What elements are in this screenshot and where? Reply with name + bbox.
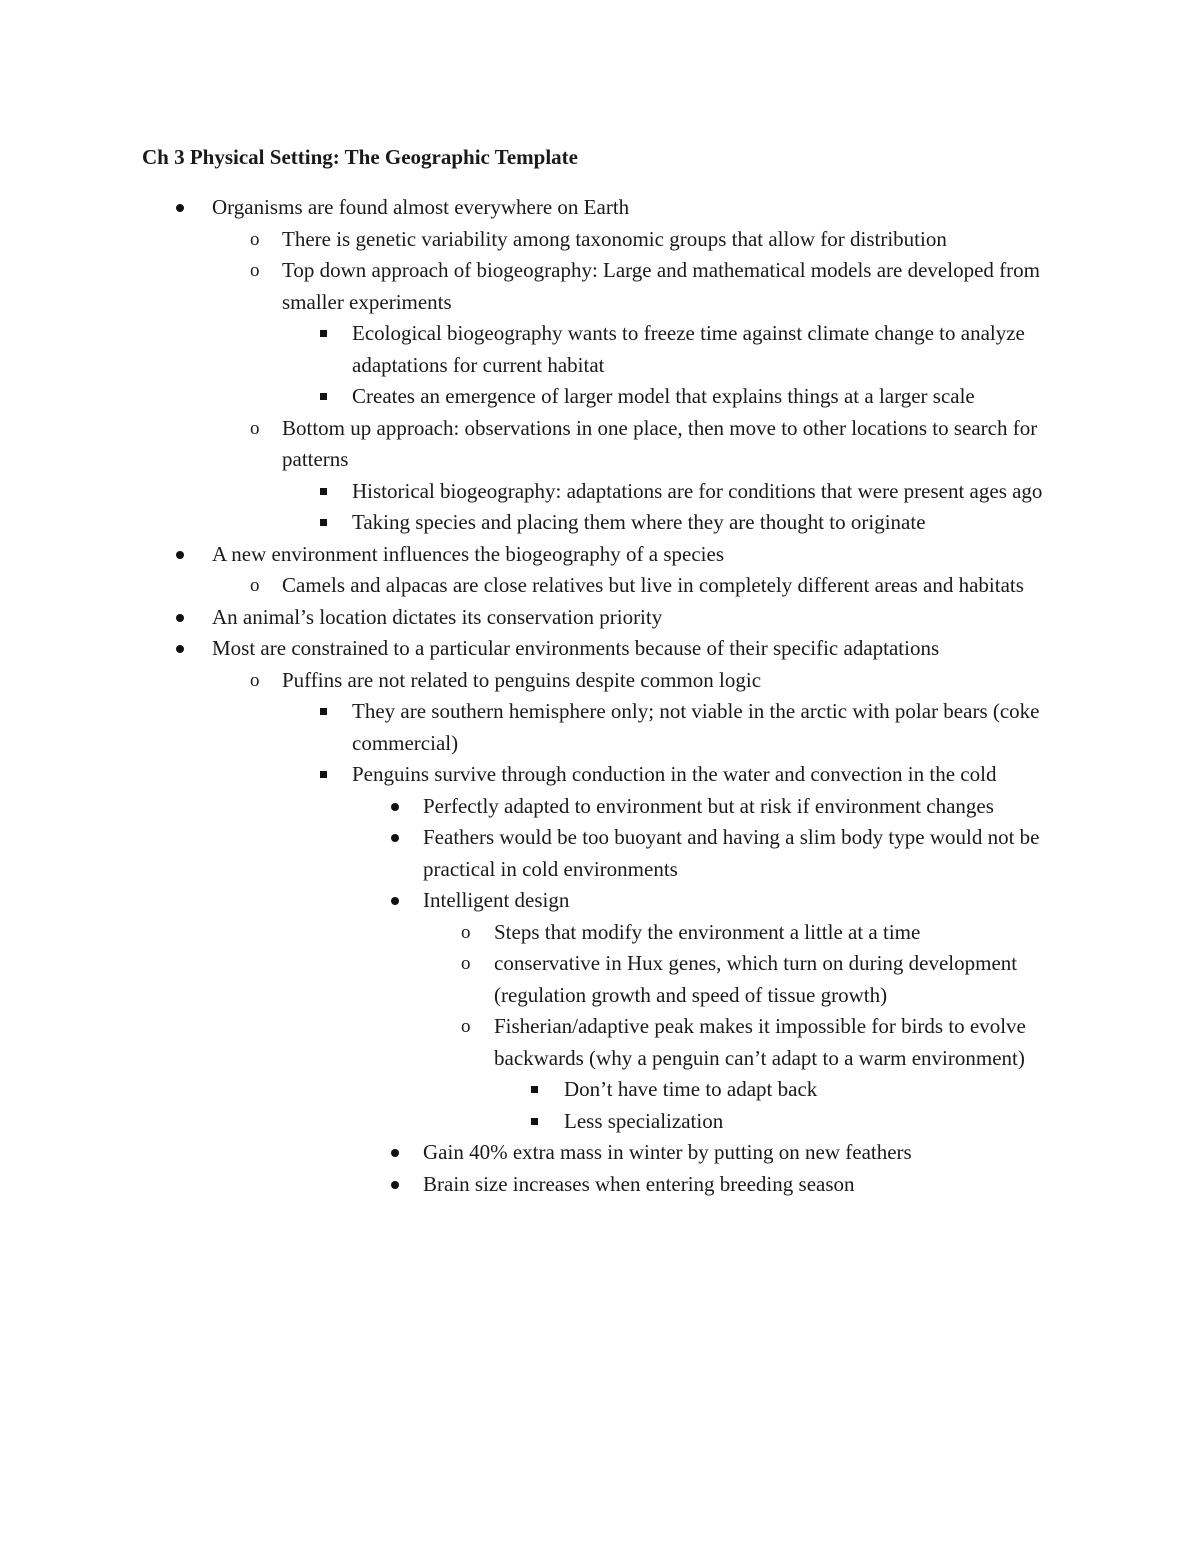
bullet-disc-icon <box>176 645 184 653</box>
outline-item-text: Penguins survive through conduction in the water and convection in the cold <box>352 762 997 786</box>
outline-item <box>250 665 1060 697</box>
bullet-square-icon <box>320 488 327 495</box>
outline-item <box>423 791 1060 823</box>
outline-item <box>352 696 1060 759</box>
bullet-disc-icon <box>391 1149 399 1157</box>
outline-item <box>250 255 1060 318</box>
bullet-circle-icon: o <box>250 669 260 691</box>
bullet-square-icon <box>320 771 327 778</box>
outline-item <box>461 1011 1060 1074</box>
outline-item <box>352 476 1060 508</box>
outline-item <box>352 381 1060 413</box>
outline-item-text: Puffins are not related to penguins despite common logic <box>282 667 762 692</box>
outline-item-text: Historical biogeography: adaptations are for conditions that were present ages ago <box>352 478 1043 503</box>
outline-item-text: conservative in Hux genes, which turn on during development (regulation growth and speed of tissue growth) <box>494 951 1018 1007</box>
bullet-square-icon <box>531 1086 538 1093</box>
outline-item-text: There is genetic variability among taxonomic groups that allow for distribution <box>282 226 947 251</box>
bullet-square-icon <box>531 1118 538 1125</box>
outline-item <box>461 948 1060 1011</box>
bullet-circle-icon: o <box>250 228 260 250</box>
bullet-disc-icon <box>391 803 399 811</box>
outline-item <box>212 192 1060 224</box>
outline-item-text: Don’t have time to adapt back <box>564 1077 818 1101</box>
bullet-square-icon <box>320 519 327 526</box>
outline-item-text: Feathers would be too buoyant and having a slim body type would not be practical in cold environments <box>423 825 1040 881</box>
outline-item <box>250 570 1060 602</box>
outline-item-text: Perfectly adapted to environment but at risk if environment changes <box>423 793 994 818</box>
outline-item <box>250 224 1060 256</box>
outline-item <box>352 318 1060 381</box>
bullet-disc-icon <box>176 551 184 559</box>
outline-item <box>423 1137 1060 1169</box>
outline-item <box>212 602 1060 634</box>
outline-item <box>250 413 1060 476</box>
outline-item <box>461 917 1060 949</box>
outline-item <box>564 1106 1060 1138</box>
outline-item <box>423 885 1060 917</box>
outline-item-text: Taking species and placing them where they are thought to originate <box>352 510 926 534</box>
outline-item-text: Camels and alpacas are close relatives but live in completely different areas and habitats <box>282 573 1024 597</box>
outline-item <box>352 507 1060 539</box>
outline-item <box>352 759 1060 791</box>
outline-item <box>423 1169 1060 1201</box>
outline-item-text: Steps that modify the environment a little at a time <box>494 919 921 944</box>
outline-item-text: An animal’s location dictates its conservation priority <box>212 604 663 629</box>
bullet-square-icon <box>320 393 327 400</box>
outline-item-text: Intelligent design <box>423 888 570 912</box>
bullet-disc-icon <box>176 204 184 212</box>
bullet-circle-icon: o <box>250 260 260 281</box>
bullet-disc-icon <box>391 1181 399 1189</box>
outline-item-text: Organisms are found almost everywhere on Earth <box>212 195 630 219</box>
outline-item <box>564 1074 1060 1106</box>
bullet-circle-icon: o <box>461 953 471 974</box>
outline-item-text: Creates an emergence of larger model that explains things at a larger scale <box>352 384 975 408</box>
bullet-disc-icon <box>391 897 399 905</box>
outline-item <box>212 633 1060 665</box>
outline-item <box>423 822 1060 885</box>
outline-item <box>212 539 1060 571</box>
outline-item-text: Brain size increases when entering breeding season <box>423 1171 855 1196</box>
bullet-circle-icon: o <box>250 417 260 439</box>
bullet-circle-icon: o <box>461 1016 471 1037</box>
bullet-circle-icon: o <box>461 921 471 943</box>
outline-item-text: Most are constrained to a particular environments because of their specific adaptations <box>212 636 940 660</box>
outline-item-text: A new environment influences the biogeography of a species <box>212 541 725 566</box>
outline-item-text: Ecological biogeography wants to freeze time against climate change to analyze adaptations for current habitat <box>352 321 1025 377</box>
bullet-circle-icon: o <box>250 575 260 596</box>
outline-item-text: Fisherian/adaptive peak makes it impossible for birds to evolve backwards (why a penguin can’t adapt to a warm environment) <box>494 1014 1026 1070</box>
bullet-disc-icon <box>391 834 399 842</box>
outline-item-text: They are southern hemisphere only; not viable in the arctic with polar bears (coke commercial) <box>352 699 1040 755</box>
outline-item-text: Less specialization <box>564 1108 724 1133</box>
bullet-square-icon <box>320 330 327 337</box>
bullet-square-icon <box>320 708 327 715</box>
document-title: Ch 3 Physical Setting: The Geographic Template <box>142 145 578 169</box>
outline-item-text: Top down approach of biogeography: Large and mathematical models are developed from smaller experiments <box>282 258 1040 314</box>
bullet-disc-icon <box>176 614 184 622</box>
outline-item-text: Bottom up approach: observations in one place, then move to other locations to search for patterns <box>282 415 1038 471</box>
outline-item-text: Gain 40% extra mass in winter by putting on new feathers <box>423 1140 912 1164</box>
